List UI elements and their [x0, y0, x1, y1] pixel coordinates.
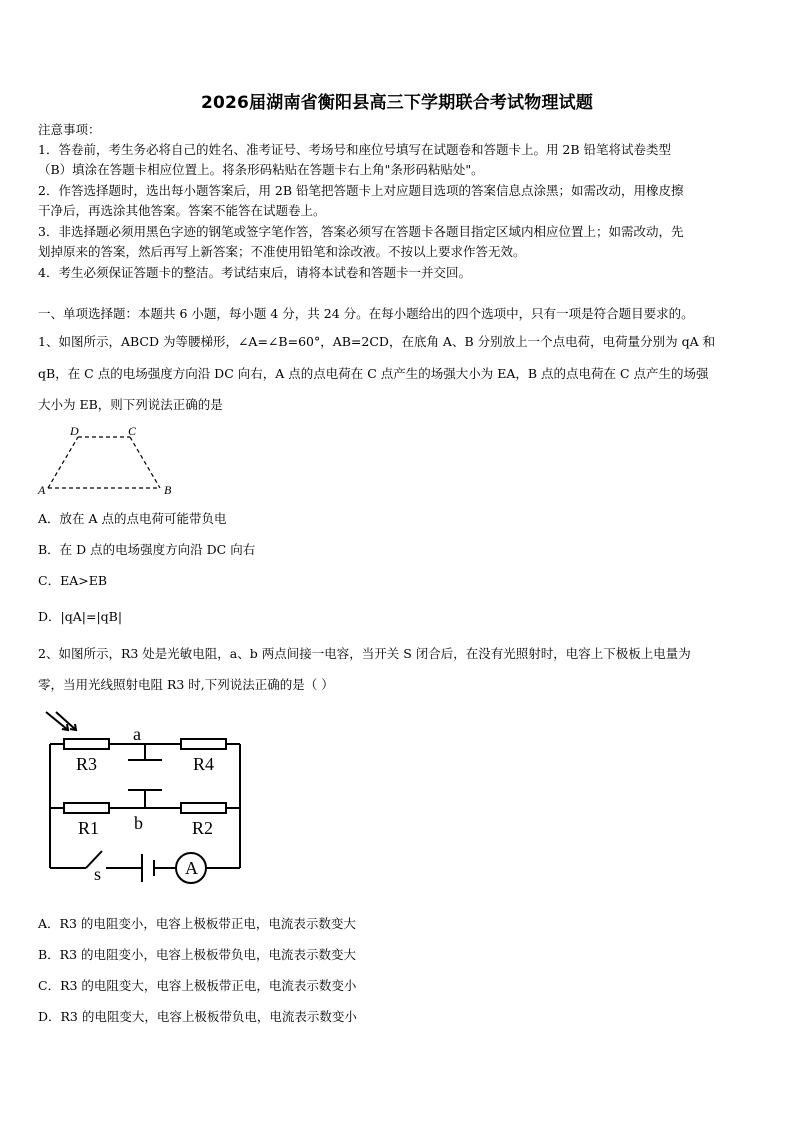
page-title: 2026届湖南省衡阳县高三下学期联合考试物理试题 — [200, 93, 594, 113]
vertex-label-a: A — [38, 483, 46, 497]
q2-stem: 2、如图所示，R3 处是光敏电阻，a、b 两点间接一电容，当开关 S 闭合后，在没有光照射时，电容上下极板上电量为 — [38, 646, 691, 661]
notice-line: 干净后，再选涂其他答案。答案不能答在试题卷上。 — [38, 203, 326, 218]
label-r3: R3 — [76, 754, 98, 774]
resistor-r4 — [181, 739, 226, 749]
q2-option-a: A．R3 的电阻变小，电容上极板带正电，电流表示数变大 — [38, 916, 356, 931]
notice-line: 划掉原来的答案，然后再写上新答案；不准使用铅笔和涂改液。不按以上要求作答无效。 — [38, 244, 526, 259]
circuit-figure — [36, 708, 256, 890]
q1-option-b: B．在 D 点的电场强度方向沿 DC 向右 — [38, 542, 256, 557]
label-ammeter: A — [185, 858, 198, 878]
trapezoid-figure — [36, 422, 186, 502]
label-r4: R4 — [193, 754, 215, 774]
label-r1: R1 — [78, 818, 100, 838]
edge-ad — [48, 437, 78, 488]
edge-cb — [130, 437, 160, 488]
node-label-a: a — [133, 724, 141, 744]
vertex-label-c: C — [128, 424, 137, 438]
q1-option-a: A．放在 A 点的点电荷可能带负电 — [38, 511, 227, 526]
section-heading: 一、单项选择题：本题共 6 小题，每小题 4 分，共 24 分。在每小题给出的四个选项中，只有一项是符合题目要求的。 — [38, 306, 694, 321]
q2-stem: 零，当用光线照射电阻 R3 时,下列说法正确的是（ ） — [38, 677, 334, 692]
vertex-label-d: D — [70, 424, 79, 438]
label-switch: s — [94, 864, 102, 884]
notice-line: （B）填涂在答题卡相应位置上。将条形码粘贴在答题卡右上角"条形码粘贴处"。 — [38, 162, 484, 177]
notice-line: 2．作答选择题时，选出每小题答案后，用 2B 铅笔把答题卡上对应题目选项的答案信息点涂黑；如需改动，用橡皮擦 — [38, 183, 684, 198]
resistor-r1 — [64, 803, 109, 813]
vertex-label-b: B — [164, 483, 172, 497]
q2-option-b: B．R3 的电阻变小，电容上极板带负电，电流表示数变大 — [38, 947, 357, 962]
notice-line: 3．非选择题必须用黑色字迹的钢笔或签字笔作答，答案必须写在答题卡各题目指定区域内相应位置上；如需改动，先 — [38, 224, 684, 239]
notice-line: 1．答卷前，考生务必将自己的姓名、准考证号、考场号和座位号填写在试题卷和答题卡上。用 2B 铅笔将试卷类型 — [38, 142, 672, 157]
q2-option-c: C．R3 的电阻变大，电容上极板带正电，电流表示数变小 — [38, 978, 357, 993]
q1-option-d: D．|qA|=|qB| — [38, 609, 123, 624]
notice-line: 4．考生必须保证答题卡的整洁。考试结束后，请将本试卷和答题卡一并交回。 — [38, 265, 471, 280]
node-label-b: b — [134, 813, 143, 833]
q1-stem: 大小为 EB，则下列说法正确的是 — [38, 397, 223, 412]
q2-option-d: D．R3 的电阻变大，电容上极板带负电，电流表示数变小 — [38, 1009, 357, 1024]
q1-option-c: C．EA>EB — [38, 573, 108, 588]
resistor-r3 — [64, 739, 109, 749]
resistor-r2 — [181, 803, 226, 813]
q1-stem: qB，在 C 点的电场强度方向沿 DC 向右，A 点的点电荷在 C 点产生的场强大小为 EA，B 点的点电荷在 C 点产生的场强 — [38, 366, 709, 381]
notice-heading: 注意事项： — [38, 122, 101, 137]
q1-stem: 1、如图所示，ABCD 为等腰梯形，∠A=∠B=60°，AB=2CD，在底角 A、B 分别放上一个点电荷，电荷量分别为 qA 和 — [38, 334, 716, 349]
label-r2: R2 — [192, 818, 214, 838]
